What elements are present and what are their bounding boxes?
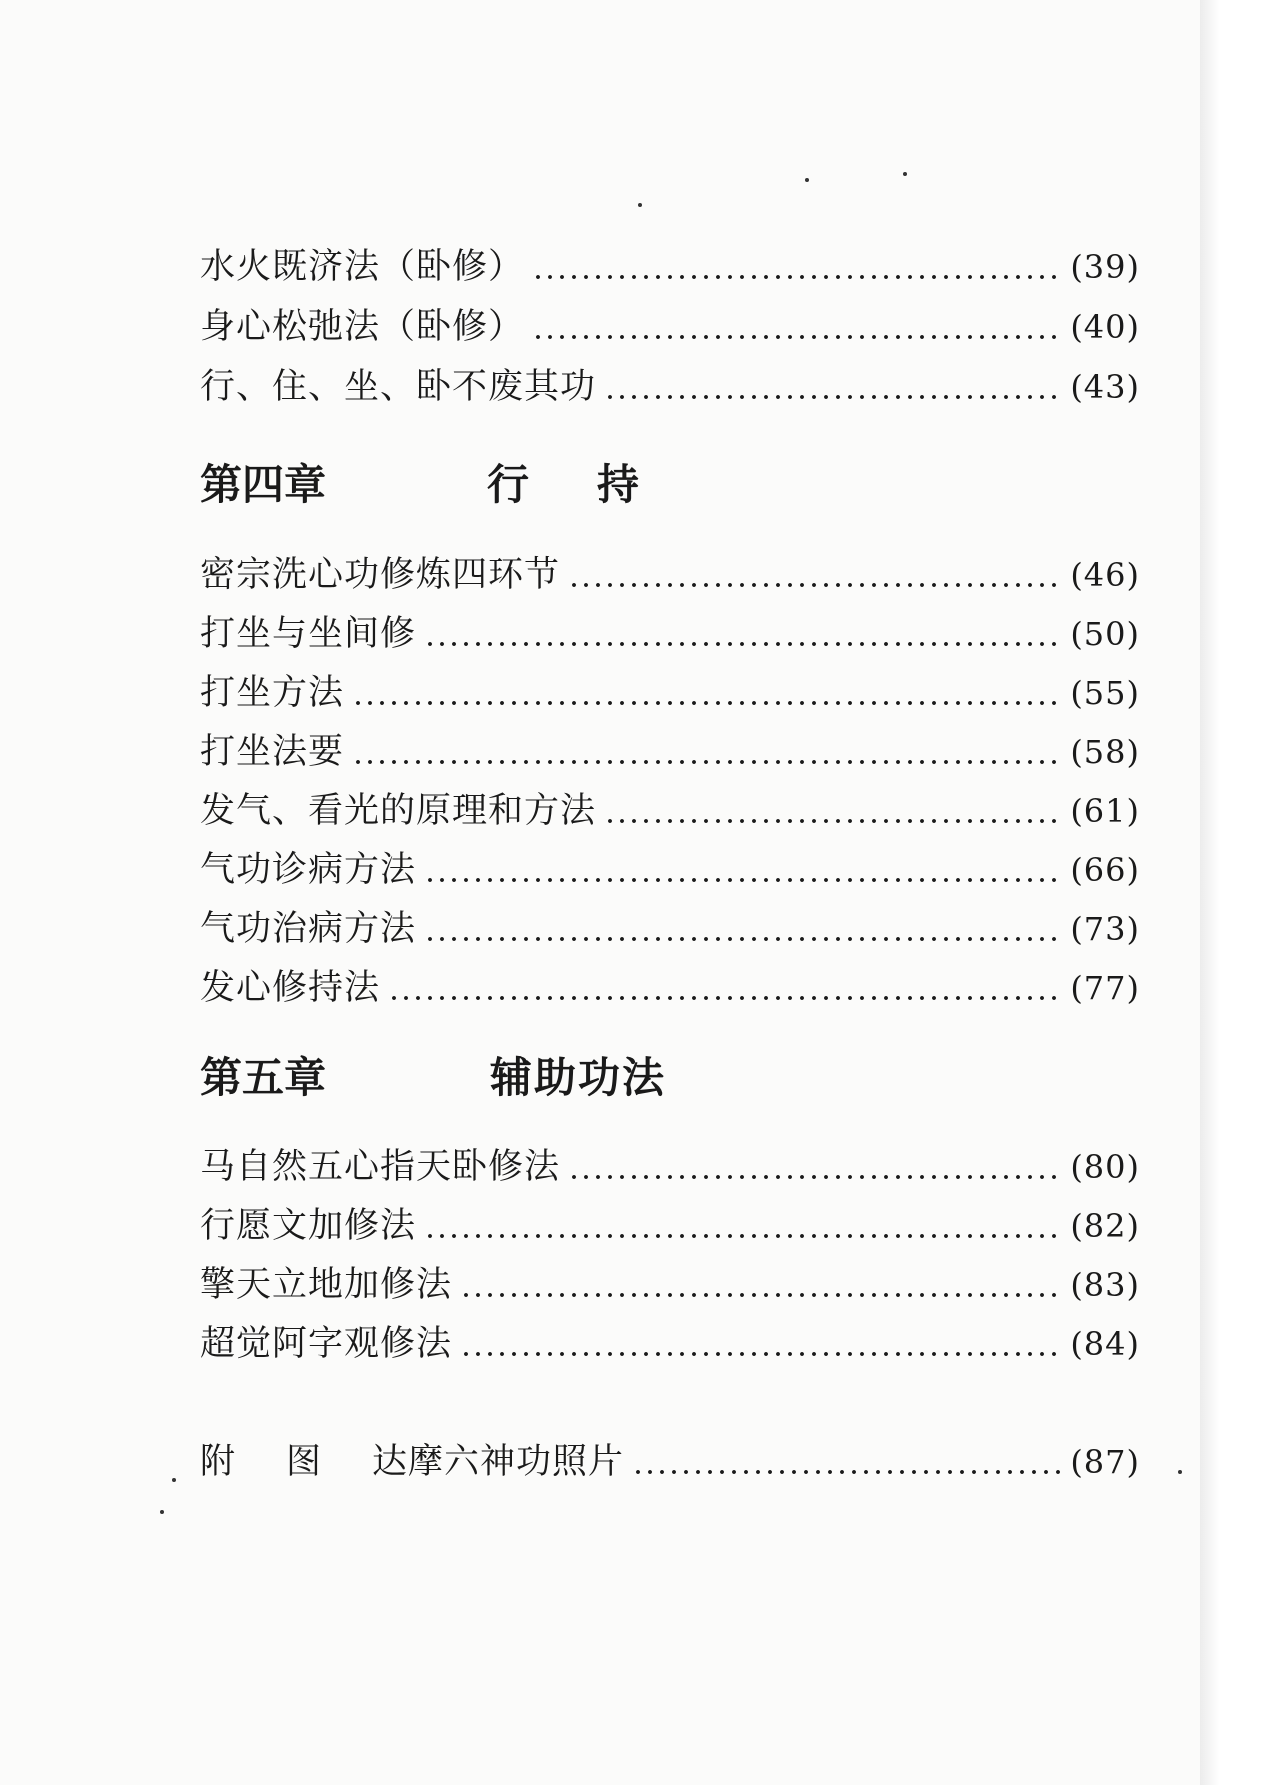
toc-entry [200, 845, 1140, 895]
appendix-label: 图 [286, 1442, 323, 1482]
entry-page: (66) [1070, 851, 1140, 889]
dot-leader [632, 1437, 1062, 1487]
page-edge [1200, 0, 1265, 1785]
entry-page: (55) [1070, 674, 1140, 712]
toc-entry [200, 668, 1140, 718]
entry-page: (83) [1070, 1266, 1140, 1304]
toc-entry [200, 362, 1140, 412]
entry-title: 气功治病方法 [200, 909, 417, 949]
entry-title: 密宗洗心功修炼四环节 [200, 555, 561, 595]
appendix-heading [200, 1437, 624, 1487]
entry-title: 水火既济法（卧修） [200, 247, 525, 287]
entry-page: (82) [1070, 1207, 1140, 1245]
toc-entry [200, 904, 1140, 954]
entry-page: (50) [1070, 615, 1140, 653]
entry-page: (43) [1070, 368, 1140, 406]
chapter-title: 行持 [487, 460, 708, 509]
toc-entry [200, 1201, 1140, 1251]
toc-entry [200, 786, 1140, 836]
chapter-heading [200, 1048, 900, 1108]
entry-title: 气功诊病方法 [200, 850, 417, 890]
toc-entry [200, 242, 1140, 292]
dot-leader [568, 1142, 1062, 1192]
chapter-title: 辅助功法 [490, 1053, 667, 1102]
entry-page: (77) [1070, 969, 1140, 1007]
toc-entry [200, 1319, 1140, 1369]
scan-speck [638, 203, 642, 207]
entry-page: (80) [1070, 1148, 1140, 1186]
dot-leader [460, 1260, 1062, 1310]
chapter-number: 第五章 [200, 1053, 327, 1102]
entry-page: (46) [1070, 556, 1140, 594]
entry-page: (39) [1070, 248, 1140, 286]
dot-leader [532, 242, 1062, 292]
dot-leader [532, 302, 1062, 352]
toc-entry [200, 1142, 1140, 1192]
scan-speck [805, 178, 809, 182]
toc-entry [200, 1260, 1140, 1310]
dot-leader [352, 668, 1062, 718]
chapter-heading [200, 455, 900, 515]
appendix-label: 附 [200, 1442, 237, 1482]
entry-title: 行、住、坐、卧不废其功 [200, 367, 597, 407]
entry-page: (58) [1070, 733, 1140, 771]
dot-leader [388, 963, 1062, 1013]
entry-title: 打坐方法 [200, 673, 345, 713]
entry-page: (61) [1070, 792, 1140, 830]
entry-title: 打坐法要 [200, 732, 345, 772]
toc-entry [200, 302, 1140, 352]
chapter-number: 第四章 [200, 460, 327, 509]
scan-speck [903, 172, 907, 176]
entry-title: 发气、看光的原理和方法 [200, 791, 597, 831]
scan-speck [172, 1478, 176, 1482]
entry-page: (40) [1070, 308, 1140, 346]
dot-leader [424, 904, 1062, 954]
dot-leader [424, 845, 1062, 895]
scan-speck [160, 1510, 164, 1514]
entry-title: 擎天立地加修法 [200, 1265, 453, 1305]
dot-leader [424, 609, 1062, 659]
entry-title: 马自然五心指天卧修法 [200, 1147, 561, 1187]
entry-title: 行愿文加修法 [200, 1206, 417, 1246]
toc-entry [200, 727, 1140, 777]
toc-entry [200, 963, 1140, 1013]
dot-leader [352, 727, 1062, 777]
dot-leader [460, 1319, 1062, 1369]
toc-entry [200, 550, 1140, 600]
entry-title: 身心松弛法（卧修） [200, 307, 525, 347]
entry-title: 发心修持法 [200, 968, 381, 1008]
entry-title: 打坐与坐间修 [200, 614, 417, 654]
entry-title: 超觉阿字观修法 [200, 1324, 453, 1364]
scan-speck [1178, 1470, 1182, 1474]
entry-title: 达摩六神功照片 [372, 1442, 625, 1482]
dot-leader [604, 786, 1062, 836]
entry-page: (87) [1070, 1443, 1140, 1481]
dot-leader [568, 550, 1062, 600]
entry-page: (73) [1070, 910, 1140, 948]
entry-page: (84) [1070, 1325, 1140, 1363]
dot-leader [424, 1201, 1062, 1251]
toc-entry [200, 609, 1140, 659]
dot-leader [604, 362, 1062, 412]
toc-entry-appendix [200, 1437, 1140, 1487]
